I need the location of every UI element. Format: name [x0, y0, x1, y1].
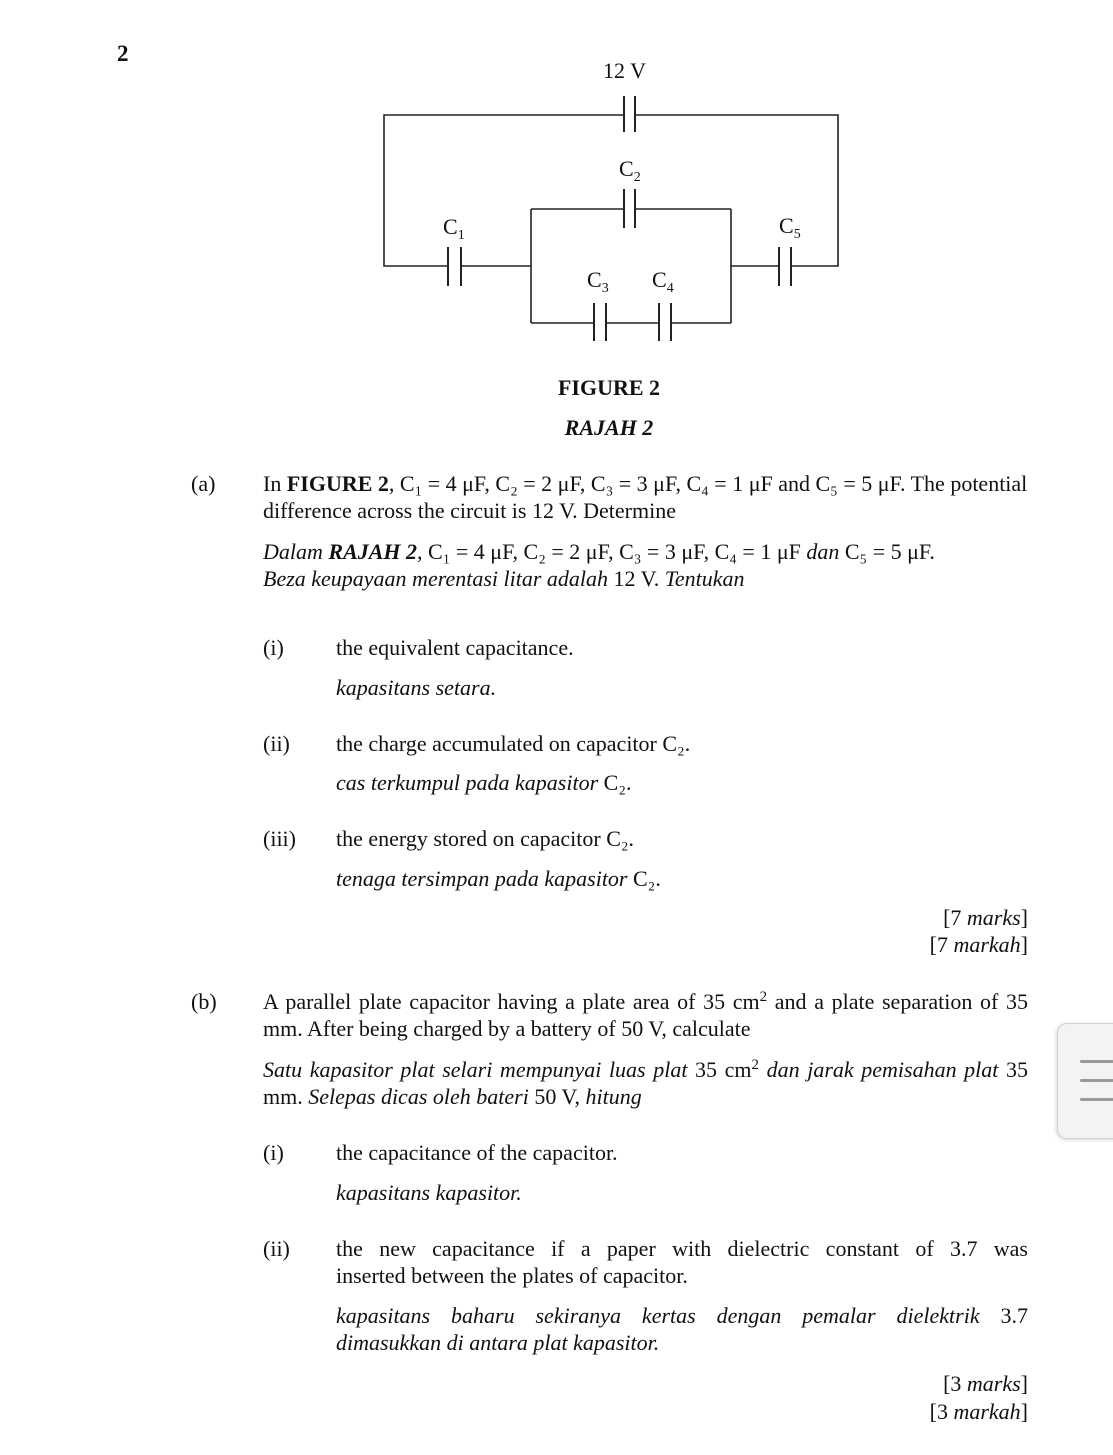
part-b-label: (b) — [191, 989, 217, 1014]
figure-caption-ms: RAJAH 2 — [564, 415, 654, 440]
question-number: 2 — [117, 41, 129, 66]
c5-label: $C_5$ — [779, 213, 801, 242]
part-a-item-ii-number: (ii) — [263, 731, 290, 756]
part-a-item-i-number: (i) — [263, 635, 284, 660]
part-a-marks-en: [7 marks] — [943, 905, 1028, 930]
part-b-item-ii-en: the new capacitance if a paper with dielectric constant of 3.7 was inserted between the plates of capacitor. — [336, 1236, 1028, 1288]
c3-label: $C_3$ — [587, 267, 609, 296]
c2-label: $C_2$ — [619, 156, 641, 185]
part-b-item-i-en: the capacitance of the capacitor. — [336, 1140, 618, 1165]
part-a-item-iii-ms: tenaga tersimpan pada kapasitor C₂. — [336, 866, 661, 891]
figure-caption-en: FIGURE 2 — [557, 375, 661, 400]
part-b-item-i-number: (i) — [263, 1140, 284, 1165]
c4-label: $C_4$ — [652, 267, 674, 296]
part-a-item-ii-ms: cas terkumpul pada kapasitor C₂. — [336, 770, 632, 795]
part-b-item-ii-ms: kapasitans baharu sekiranya kertas dengan pemalar dielektrik 3.7 dimasukkan di antara plat kapasitor. — [336, 1303, 1028, 1355]
part-b-marks-ms: [3 markah] — [929, 1399, 1028, 1424]
part-b-item-i-ms: kapasitans kapasitor. — [336, 1180, 522, 1205]
part-b-question-en: A parallel plate capacitor having a plate area of 35 $cm^2$ and a plate separation of 35 mm. After being charged by a battery of 50 V, calculate — [263, 989, 1029, 1041]
part-b-item-ii-number: (ii) — [263, 1236, 290, 1261]
part-a-item-iii-number: (iii) — [263, 826, 296, 851]
part-a-item-i-ms: kapasitans setara. — [336, 675, 497, 700]
side-panel-handle[interactable] — [1057, 1023, 1113, 1139]
part-a-marks-ms: [7 markah] — [929, 932, 1028, 957]
part-a-label: (a) — [191, 471, 216, 496]
circuit-diagram — [0, 0, 1113, 360]
battery-label: 12 V — [603, 58, 646, 83]
part-b-question-ms: Satu kapasitor plat selari mempunyai luas plat 35 $cm^2$ dan jarak pemisahan plat 35 mm. Selepas dicas oleh bateri 50 V, hitung — [263, 1057, 1028, 1109]
c1-label: $C_1$ — [443, 214, 465, 243]
part-a-item-iii-en: the energy stored on capacitor C₂. — [336, 826, 635, 851]
outer-top-left-wire — [384, 115, 624, 266]
part-b-marks-en: [3 marks] — [943, 1371, 1028, 1396]
part-a-question-en: In FIGURE 2, C₁ = 4 μF, C₂ = 2 μF, C₃ = 3 μF, C₄ = 1 μF and C₅ = 5 μF. The potential difference across the circuit is 12 V. Determine — [263, 471, 1028, 523]
part-a-item-ii-en: the charge accumulated on capacitor C₂. — [336, 731, 691, 756]
outer-top-right-wire — [635, 115, 838, 266]
part-a-question-ms: Dalam RAJAH 2, C₁ = 4 μF, C₂ = 2 μF, C₃ = 3 μF, C₄ = 1 μF dan C₅ = 5 μF. Beza keupayaan merentasi litar adalah 12 V. Tentukan — [263, 539, 935, 591]
part-a-item-i-en: the equivalent capacitance. — [336, 635, 574, 660]
